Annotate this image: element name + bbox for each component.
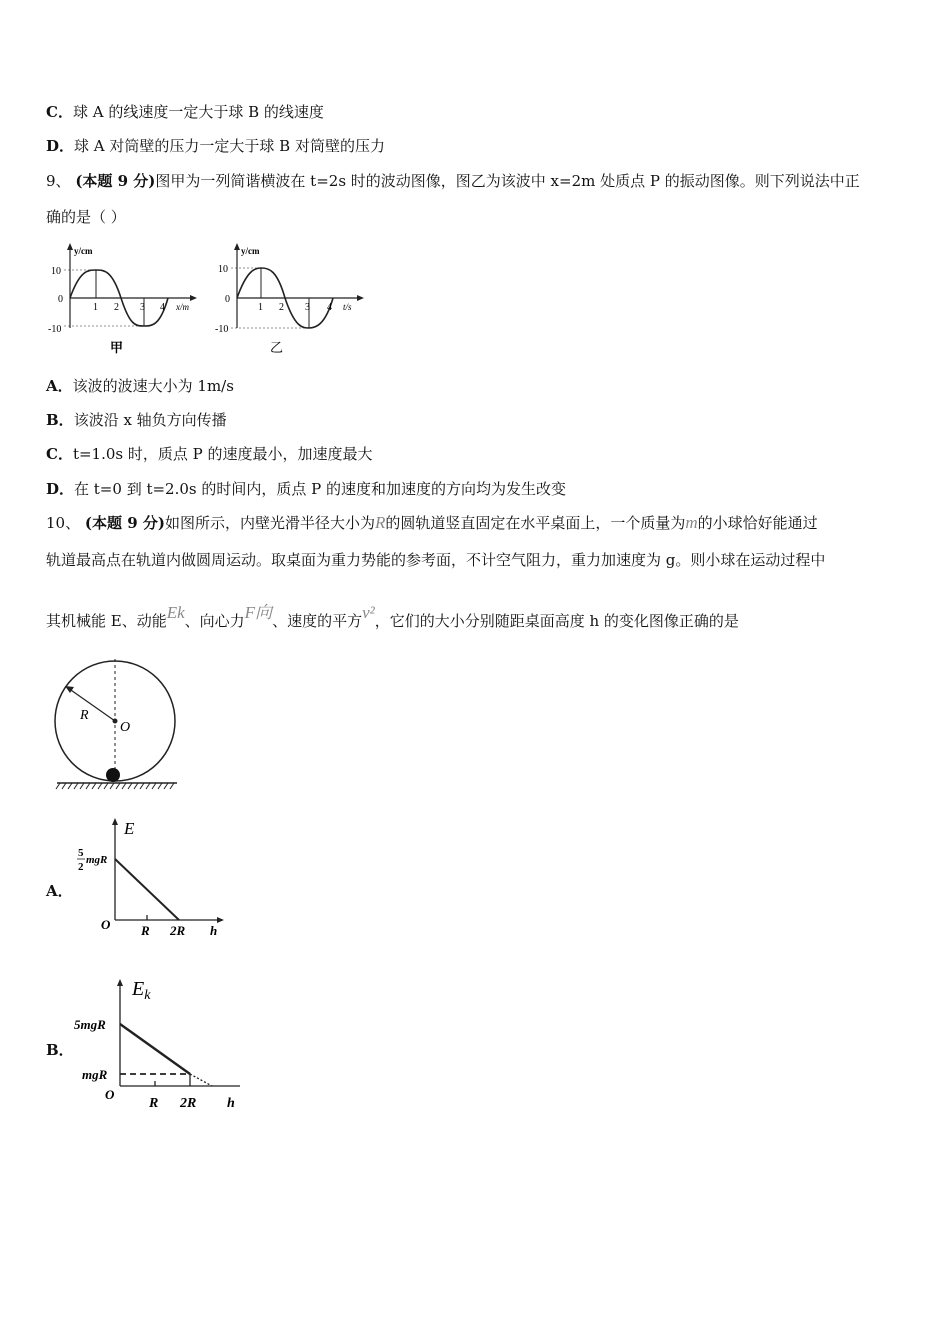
ball <box>106 768 120 782</box>
q10-option-a-label: A． <box>46 882 73 900</box>
x-axis-arrow <box>357 295 364 301</box>
tick-x: 3 <box>305 302 310 313</box>
option-label: C． <box>46 445 73 463</box>
figure-caption: 甲 <box>110 340 124 355</box>
q10-stem-line1 <box>46 513 818 533</box>
ek-extension <box>190 1074 212 1086</box>
center-point <box>113 719 118 724</box>
energy-line <box>115 859 179 920</box>
option-a-graph <box>72 812 232 942</box>
circular-track-figure <box>52 650 182 792</box>
stem-text: ，它们的大小分别随距桌面高度 h 的变化图像正确的是 <box>374 612 739 630</box>
option-label: D． <box>46 480 75 498</box>
ek-line <box>120 1024 190 1074</box>
option-text: t=1.0s 时，质点 P 的速度最小，加速度最大 <box>72 445 373 463</box>
y-axis-label: $E_k$ <box>132 978 151 1003</box>
tick-x: 2 <box>279 302 284 313</box>
y-axis-arrow <box>67 243 73 250</box>
option-label: B． <box>46 411 74 429</box>
option-text: 球 A 的线速度一定大于球 B 的线速度 <box>72 103 324 121</box>
stem-text: 图甲为一列简谐横波在 t=2s 时的波动图像，图乙为该波中 x=2m 处质点 P 的振动图像。则下列说法中正 <box>155 172 860 190</box>
y0-denominator: 2 <box>78 861 84 873</box>
stem-text: 如图所示，内壁光滑半径大小为 <box>164 514 375 532</box>
option-label: A． <box>46 377 73 395</box>
vibration-graph-yi <box>215 240 365 355</box>
tick-y: 10 <box>51 266 61 277</box>
symbol-v2: v² <box>362 603 375 622</box>
x-tick-label: R <box>149 1096 159 1111</box>
table-hatching <box>56 783 174 789</box>
tick-x: 2 <box>114 302 119 313</box>
symbol-Ek: Ek <box>166 603 185 622</box>
stem-text: 确的是（ ） <box>46 208 126 226</box>
y-axis-arrow <box>112 818 118 825</box>
stem-text: 、速度的平方 <box>272 612 363 630</box>
option-text: 该波沿 x 轴负方向传播 <box>73 411 227 429</box>
x-axis-arrow <box>217 917 224 923</box>
y1-label: mgR <box>82 1067 108 1082</box>
tick-x: 1 <box>258 302 263 313</box>
y0-unit: mgR <box>86 854 108 866</box>
q10-option-b-label: B． <box>46 1041 74 1059</box>
x-tick-label: 2R <box>170 923 186 938</box>
x-axis-label: x/m <box>176 302 189 312</box>
radius-line <box>68 688 115 721</box>
question-number: 10、 <box>46 514 81 532</box>
tick-y: 0 <box>58 294 63 305</box>
q10-stem-line3 <box>46 603 739 631</box>
stem-text: 轨道最高点在轨道内做圆周运动。取桌面为重力势能的参考面，不计空气阻力，重力加速度为 g。则小球在运动过程中 <box>46 551 826 569</box>
tick-y: -10 <box>215 324 229 335</box>
tick-x: 1 <box>93 302 98 313</box>
y-axis-arrow <box>117 979 123 986</box>
tick-x: 3 <box>140 302 145 313</box>
tick-x: 4 <box>327 302 332 313</box>
y-axis-label: E <box>124 819 135 838</box>
x-axis-label: h <box>227 1096 235 1111</box>
option-b-graph <box>72 970 252 1115</box>
q9-option-d <box>46 479 566 499</box>
q9-option-a <box>46 376 234 396</box>
option-text: 在 t=0 到 t=2.0s 的时间内，质点 P 的速度和加速度的方向均为发生改变 <box>74 480 567 498</box>
figure-caption: 乙 <box>270 340 284 355</box>
option-label: D． <box>46 137 75 155</box>
option-text: 该波的波速大小为 1m/s <box>72 377 234 395</box>
stem-text: 、向心力 <box>184 612 245 630</box>
y0-numerator: 5 <box>78 847 84 859</box>
q9-stem-line2 <box>46 207 126 227</box>
x-tick-label: R <box>141 923 150 938</box>
x-axis-label: t/s <box>343 302 352 312</box>
q10-stem-line2 <box>46 550 825 570</box>
x-axis-label: h <box>210 923 218 938</box>
option-text: 球 A 对筒壁的压力一定大于球 B 对筒壁的压力 <box>74 137 385 155</box>
tick-y: 0 <box>225 294 230 305</box>
symbol-F: F向 <box>244 603 273 622</box>
origin-label: O <box>105 1087 115 1102</box>
tick-y: -10 <box>48 324 62 335</box>
q8-option-c <box>46 102 324 122</box>
option-label: C． <box>46 103 73 121</box>
x-tick-label: 2R <box>180 1096 197 1111</box>
question-number: 9、 <box>46 172 71 190</box>
q8-option-d <box>46 136 385 156</box>
y0-label: 5mgR <box>74 1017 106 1032</box>
stem-text: 其机械能 E、动能 <box>46 612 167 630</box>
x-axis-arrow <box>190 295 197 301</box>
stem-text: 的圆轨道竖直固定在水平桌面上，一个质量为 <box>385 514 686 532</box>
radius-label: R <box>80 708 89 723</box>
tick-x: 4 <box>160 302 165 313</box>
stem-text: 的小球恰好能通过 <box>697 514 818 532</box>
tick-y: 10 <box>218 264 228 275</box>
q9-option-b <box>46 410 227 430</box>
question-score: (本题 9 分) <box>84 514 165 532</box>
symbol-R: R <box>374 513 386 532</box>
y-axis-label: y/cm <box>241 246 260 256</box>
y-axis-label: y/cm <box>74 246 93 256</box>
y-axis-label-sub: k <box>144 988 151 1003</box>
origin-label: O <box>101 917 111 932</box>
question-score: (本题 9 分) <box>75 172 156 190</box>
q9-option-c <box>46 444 373 464</box>
y-axis-arrow <box>234 243 240 250</box>
wave-graph-jia <box>48 240 198 355</box>
q9-stem-line1 <box>46 171 860 191</box>
center-label: O <box>120 720 131 735</box>
symbol-m: m <box>685 513 698 532</box>
